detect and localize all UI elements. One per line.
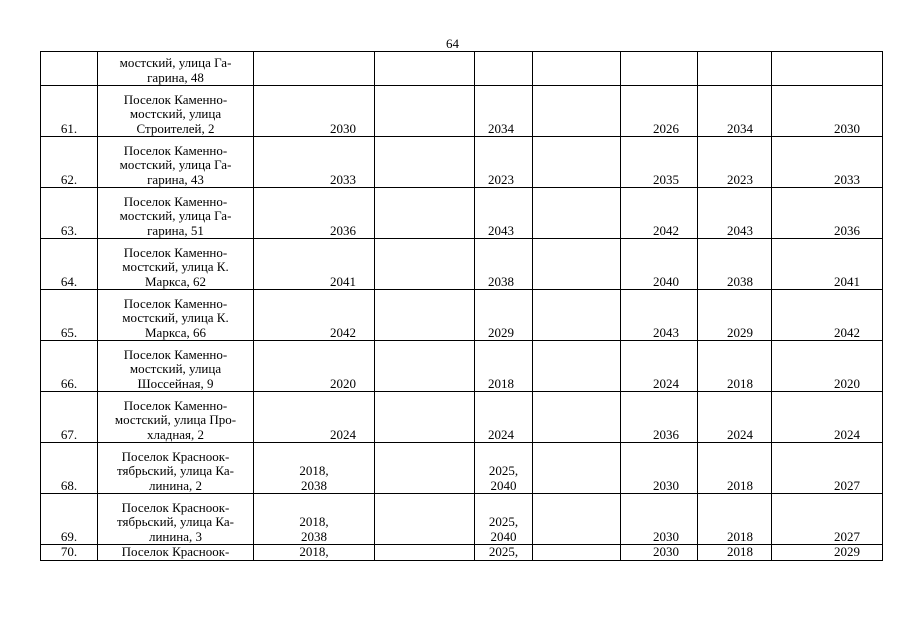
value-cell bbox=[698, 52, 772, 86]
value-cell bbox=[375, 239, 475, 290]
value-cell: 2018 bbox=[698, 443, 772, 494]
value-cell: 2033 bbox=[772, 137, 883, 188]
value-cell: 2025, 2040 bbox=[475, 494, 533, 545]
housing-schedule-table bbox=[40, 51, 883, 561]
value-cell: 2030 bbox=[772, 86, 883, 137]
table-row bbox=[41, 52, 883, 86]
value-cell bbox=[475, 52, 533, 86]
address-cell: Поселок Каменно- мостский, улица Строителей, 2 bbox=[98, 86, 254, 137]
row-number: 70. bbox=[41, 545, 98, 561]
page-number: 64 bbox=[446, 36, 459, 51]
row-number: 69. bbox=[41, 494, 98, 545]
table-row bbox=[41, 239, 883, 290]
value-cell: 2043 bbox=[621, 290, 698, 341]
value-cell: 2018, 2038 bbox=[254, 443, 375, 494]
value-cell bbox=[772, 52, 883, 86]
table-row bbox=[41, 86, 883, 137]
address-cell: Поселок Каменно- мостский, улица Га- гарина, 43 bbox=[98, 137, 254, 188]
value-cell bbox=[375, 392, 475, 443]
address-cell: Поселок Каменно- мостский, улица Га- гарина, 51 bbox=[98, 188, 254, 239]
value-cell bbox=[375, 290, 475, 341]
value-cell: 2029 bbox=[698, 290, 772, 341]
value-cell: 2030 bbox=[621, 443, 698, 494]
value-cell bbox=[375, 137, 475, 188]
value-cell bbox=[533, 86, 621, 137]
value-cell: 2036 bbox=[772, 188, 883, 239]
value-cell: 2036 bbox=[254, 188, 375, 239]
address-cell: Поселок Красноок- тябрьский, улица Ка- линина, 3 bbox=[98, 494, 254, 545]
value-cell: 2042 bbox=[772, 290, 883, 341]
value-cell: 2033 bbox=[254, 137, 375, 188]
value-cell: 2018, bbox=[254, 545, 375, 561]
value-cell: 2018, 2038 bbox=[254, 494, 375, 545]
value-cell: 2041 bbox=[772, 239, 883, 290]
value-cell bbox=[533, 392, 621, 443]
value-cell: 2020 bbox=[772, 341, 883, 392]
value-cell: 2027 bbox=[772, 443, 883, 494]
row-number bbox=[41, 52, 98, 86]
table-row bbox=[41, 545, 883, 561]
value-cell bbox=[375, 188, 475, 239]
row-number: 66. bbox=[41, 341, 98, 392]
value-cell: 2018 bbox=[698, 494, 772, 545]
value-cell: 2023 bbox=[475, 137, 533, 188]
value-cell: 2040 bbox=[621, 239, 698, 290]
value-cell: 2024 bbox=[254, 392, 375, 443]
value-cell: 2030 bbox=[621, 545, 698, 561]
value-cell: 2018 bbox=[475, 341, 533, 392]
value-cell bbox=[375, 545, 475, 561]
value-cell: 2030 bbox=[254, 86, 375, 137]
table-row bbox=[41, 188, 883, 239]
value-cell: 2035 bbox=[621, 137, 698, 188]
table-row bbox=[41, 443, 883, 494]
value-cell bbox=[533, 52, 621, 86]
value-cell: 2038 bbox=[698, 239, 772, 290]
value-cell: 2030 bbox=[621, 494, 698, 545]
address-cell: Поселок Каменно- мостский, улица Про- хладная, 2 bbox=[98, 392, 254, 443]
value-cell: 2038 bbox=[475, 239, 533, 290]
address-cell: Поселок Каменно- мостский, улица К. Маркса, 62 bbox=[98, 239, 254, 290]
value-cell bbox=[533, 494, 621, 545]
value-cell bbox=[533, 188, 621, 239]
value-cell: 2027 bbox=[772, 494, 883, 545]
row-number: 67. bbox=[41, 392, 98, 443]
value-cell bbox=[533, 290, 621, 341]
value-cell: 2018 bbox=[698, 341, 772, 392]
address-cell: Поселок Каменно- мостский, улица Шоссейная, 9 bbox=[98, 341, 254, 392]
value-cell: 2025, 2040 bbox=[475, 443, 533, 494]
value-cell: 2024 bbox=[698, 392, 772, 443]
value-cell: 2024 bbox=[772, 392, 883, 443]
value-cell: 2036 bbox=[621, 392, 698, 443]
value-cell: 2042 bbox=[254, 290, 375, 341]
row-number: 68. bbox=[41, 443, 98, 494]
row-number: 64. bbox=[41, 239, 98, 290]
table-row bbox=[41, 494, 883, 545]
value-cell: 2024 bbox=[621, 341, 698, 392]
table-row bbox=[41, 290, 883, 341]
table-row bbox=[41, 341, 883, 392]
value-cell: 2029 bbox=[475, 290, 533, 341]
value-cell: 2023 bbox=[698, 137, 772, 188]
value-cell bbox=[533, 443, 621, 494]
value-cell: 2042 bbox=[621, 188, 698, 239]
table-row bbox=[41, 392, 883, 443]
row-number: 63. bbox=[41, 188, 98, 239]
value-cell bbox=[375, 52, 475, 86]
value-cell bbox=[533, 341, 621, 392]
value-cell bbox=[375, 86, 475, 137]
value-cell: 2029 bbox=[772, 545, 883, 561]
value-cell: 2034 bbox=[475, 86, 533, 137]
row-number: 65. bbox=[41, 290, 98, 341]
row-number: 61. bbox=[41, 86, 98, 137]
address-cell: мостский, улица Га- гарина, 48 bbox=[98, 52, 254, 86]
value-cell bbox=[621, 52, 698, 86]
value-cell: 2041 bbox=[254, 239, 375, 290]
value-cell: 2018 bbox=[698, 545, 772, 561]
value-cell: 2026 bbox=[621, 86, 698, 137]
value-cell bbox=[375, 341, 475, 392]
value-cell bbox=[533, 239, 621, 290]
address-cell: Поселок Красноок- тябрьский, улица Ка- линина, 2 bbox=[98, 443, 254, 494]
value-cell bbox=[533, 137, 621, 188]
value-cell bbox=[375, 494, 475, 545]
address-cell: Поселок Каменно- мостский, улица К. Маркса, 66 bbox=[98, 290, 254, 341]
value-cell bbox=[254, 52, 375, 86]
row-number: 62. bbox=[41, 137, 98, 188]
value-cell: 2043 bbox=[475, 188, 533, 239]
value-cell: 2043 bbox=[698, 188, 772, 239]
table-row bbox=[41, 137, 883, 188]
value-cell bbox=[375, 443, 475, 494]
value-cell: 2034 bbox=[698, 86, 772, 137]
value-cell: 2025, bbox=[475, 545, 533, 561]
value-cell: 2020 bbox=[254, 341, 375, 392]
address-cell: Поселок Красноок- bbox=[98, 545, 254, 561]
value-cell bbox=[533, 545, 621, 561]
value-cell: 2024 bbox=[475, 392, 533, 443]
